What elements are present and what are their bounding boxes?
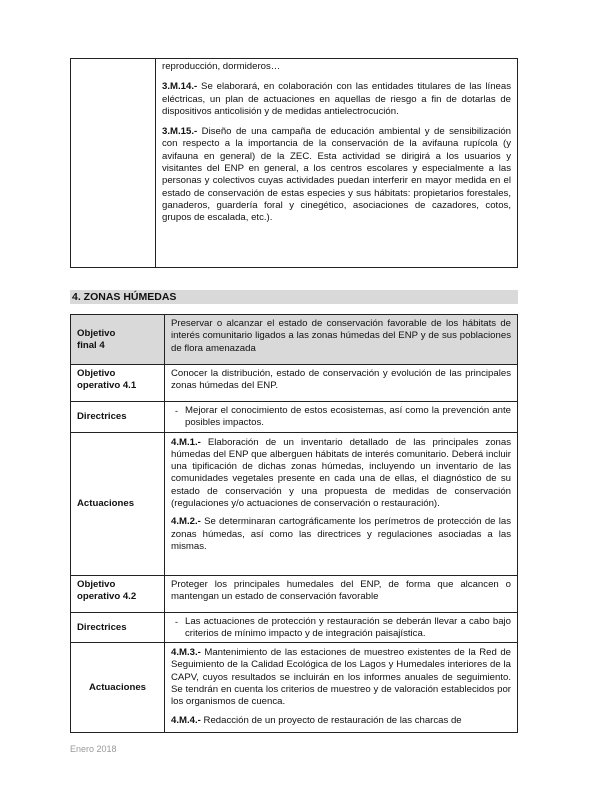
- label-line: Objetivo: [77, 327, 116, 339]
- section-heading-text: 4. ZONAS HÚMEDAS: [72, 291, 177, 303]
- measure-code: 4.M.3.-: [171, 647, 201, 659]
- measure-code: 3.M.15.-: [162, 126, 198, 138]
- actuaciones-1-text: [165, 432, 518, 575]
- objective-41-text: [165, 365, 518, 402]
- cell-text: Proteger los principales humedales del ENP, de forma que alcancen o mantengan un estado de conservación favorable: [171, 578, 511, 602]
- measure-code: 4.M.4.-: [171, 714, 201, 726]
- continued-measures-table: [70, 58, 518, 268]
- objective-41-label: [71, 365, 165, 402]
- directrices-1-label: Directrices: [71, 402, 165, 433]
- actuaciones-1-label: Actuaciones: [71, 432, 165, 575]
- table-row: [71, 643, 518, 733]
- list-item: - Las actuaciones de protección y restauración se deberán llevar a cabo bajo criterios de mínimo impacto y de integración paisajística.: [185, 616, 511, 641]
- objective-final-label: [71, 315, 165, 365]
- page-footer: Enero 2018: [70, 744, 117, 754]
- measure-text: Elaboración de un inventario detallado de las principales zonas húmedas del ENP que alberguen hábitats de interés comunitario. Deberá incluir una tipificación de dichas zonas húmedas, incluyendo un inventario de las comunidades vegetales presente en cada una de ellas, el diagnóstico de su estado de conservación y una propuesta de medidas de conservación (regulaciones y/o actuaciones de conservación o restauración).: [171, 436, 511, 510]
- table-row: [71, 402, 518, 433]
- directrices-2-label: Directrices: [71, 612, 165, 643]
- table-row: [71, 612, 518, 643]
- objective-42-text: [165, 575, 518, 612]
- measure-code: 4.M.2.-: [171, 516, 201, 528]
- objective-final-text: [165, 315, 518, 365]
- objective-42-label: [71, 575, 165, 612]
- measure-text: Mantenimiento de las estaciones de muestreo existentes de la Red de Seguimiento de la Calidad Ecológica de los Lagos y Humedales interiores de la CAPV, cuyos resultados se incluirán en los informes anuales de seguimiento. Se tendrán en cuenta los criterios de muestreo y de valoración establecidos por los organismos de cuenca.: [171, 647, 511, 708]
- table-row: [71, 575, 518, 612]
- measure-3m14: [162, 81, 511, 118]
- measure-text: Diseño de una campaña de educación ambiental y de sensibilización con respecto a la importancia de la conservación de la avifauna rupícola (y avifauna en general) de la ZEC. Esta actividad se dirigirá a los usuarios y visitantes del ENP en general, a los centros escolares y especialmente a las personas y colectivos cuyas actividades puedan interferir en mayor medida en el estado de conservación de estas especies y sus hábitats: propietarios forestales, ganaderos, guardería foral y cinegético, asociaciones de cazadores, cotos, grupos de escalada, etc.).: [162, 126, 511, 224]
- actuaciones-2-text: [165, 643, 518, 733]
- list-item: - Mejorar el conocimiento de estos ecosistemas, así como la prevención ante posibles impactos.: [185, 405, 511, 430]
- measure-4m2: [171, 516, 511, 553]
- label-line: final 4: [77, 340, 105, 351]
- label-line: operativo 4.1: [77, 380, 137, 392]
- directrices-1-text: [165, 402, 518, 433]
- label-line: Objetivo: [77, 578, 116, 590]
- directrices-2-text: [165, 612, 518, 643]
- measure-4m1: [171, 437, 511, 511]
- measure-text: Redacción de un proyecto de restauración de las charcas de: [200, 714, 462, 726]
- table-row: [71, 365, 518, 402]
- measure-code: 4.M.1.-: [171, 436, 201, 448]
- measure-3m15: [162, 126, 511, 224]
- wetlands-objectives-table: [70, 314, 518, 733]
- measure-code: 3.M.14.-: [162, 81, 198, 93]
- measure-text: Se elaborará, en colaboración con las entidades titulares de las líneas eléctricas, un plan de actuaciones en aquellas de riesgo a fin de dotarlas de dispositivos anticolisión y de medidas antielectrocución.: [162, 81, 511, 117]
- label-line: Objetivo: [77, 368, 116, 379]
- measures-cell: [156, 59, 518, 268]
- continuation-text: reproducción, dormideros…: [162, 61, 281, 72]
- empty-label-cell: [71, 59, 156, 268]
- cell-text: Preservar o alcanzar el estado de conservación favorable de los hábitats de interés comunitario ligados a las zonas húmedas del ENP y de sus poblaciones de flora amenazada: [171, 318, 511, 354]
- measure-4m3: [171, 647, 511, 708]
- actuaciones-2-label: Actuaciones: [71, 643, 165, 733]
- measure-4m4: [171, 715, 511, 727]
- table-row: [71, 315, 518, 365]
- label-line: operativo 4.2: [77, 590, 137, 602]
- section-heading: [70, 290, 518, 304]
- table-row: [71, 432, 518, 575]
- measure-text: Se determinaran cartográficamente los perímetros de protección de las zonas húmedas, así como las directrices y regulaciones asociadas a las mismas.: [171, 516, 511, 552]
- cell-text: Conocer la distribución, estado de conservación y evolución de las principales zonas húmedas del ENP.: [171, 368, 511, 392]
